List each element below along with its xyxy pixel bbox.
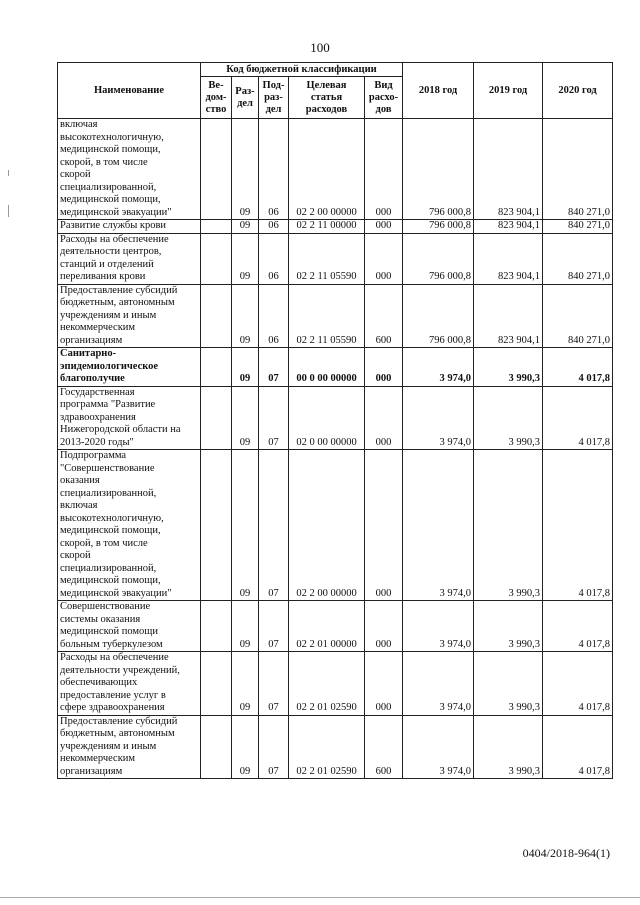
- table-row: [58, 450, 613, 601]
- cell-podrazdel: 07: [259, 652, 289, 716]
- cell-y2019: 823 904,1: [474, 220, 543, 234]
- cell-y2019: 3 990,3: [474, 601, 543, 652]
- cell-razdel: 09: [232, 284, 259, 348]
- cell-y2019: 823 904,1: [474, 284, 543, 348]
- scan-mark: [8, 170, 9, 176]
- cell-y2018: 3 974,0: [403, 601, 474, 652]
- cell-y2020: 840 271,0: [543, 233, 613, 284]
- table-body: [58, 119, 613, 779]
- cell-name: включая высокотехнологичную, медицинской помощи, скорой, в том числе скорой специализированной, медицинской помощи, медицинской эвакуации": [58, 119, 201, 220]
- header-razdel: Раз- дел: [232, 77, 259, 119]
- cell-csr: 02 2 01 00000: [289, 601, 365, 652]
- cell-y2020: 4 017,8: [543, 348, 613, 387]
- cell-podrazdel: 07: [259, 601, 289, 652]
- cell-vr: 000: [365, 652, 403, 716]
- cell-y2018: 3 974,0: [403, 652, 474, 716]
- cell-razdel: 09: [232, 233, 259, 284]
- cell-csr: 02 2 00 00000: [289, 450, 365, 601]
- scan-mark: [8, 205, 9, 217]
- table-row: [58, 284, 613, 348]
- header-csr: Целевая статья расходов: [289, 77, 365, 119]
- cell-vr: 000: [365, 601, 403, 652]
- table-row: [58, 715, 613, 779]
- document-code: 0404/2018-964(1): [522, 846, 610, 860]
- cell-podrazdel: 06: [259, 284, 289, 348]
- cell-ved: [201, 284, 232, 348]
- table-row: [58, 652, 613, 716]
- cell-y2018: 3 974,0: [403, 386, 474, 450]
- cell-csr: 02 2 11 05590: [289, 233, 365, 284]
- cell-y2018: 3 974,0: [403, 348, 474, 387]
- cell-podrazdel: 06: [259, 220, 289, 234]
- cell-name: Расходы на обеспечение деятельности учреждений, обеспечивающих предоставление услуг в сфере здравоохранения: [58, 652, 201, 716]
- cell-podrazdel: 07: [259, 715, 289, 779]
- cell-vr: 000: [365, 386, 403, 450]
- cell-y2020: 4 017,8: [543, 715, 613, 779]
- cell-razdel: 09: [232, 348, 259, 387]
- cell-csr: 02 2 01 02590: [289, 652, 365, 716]
- cell-vr: 600: [365, 715, 403, 779]
- cell-name: Расходы на обеспечение деятельности центров, станций и отделений переливания крови: [58, 233, 201, 284]
- cell-podrazdel: 07: [259, 450, 289, 601]
- cell-csr: 02 2 00 00000: [289, 119, 365, 220]
- scan-edge: [0, 897, 640, 898]
- cell-razdel: 09: [232, 715, 259, 779]
- cell-razdel: 09: [232, 601, 259, 652]
- cell-razdel: 09: [232, 220, 259, 234]
- header-ved: Ве- дом- ство: [201, 77, 232, 119]
- cell-name: Совершенствование системы оказания медицинской помощи больным туберкулезом: [58, 601, 201, 652]
- cell-csr: 02 2 11 05590: [289, 284, 365, 348]
- cell-y2018: 796 000,8: [403, 119, 474, 220]
- cell-y2018: 796 000,8: [403, 220, 474, 234]
- cell-y2020: 4 017,8: [543, 386, 613, 450]
- page-number: 100: [310, 40, 330, 55]
- header-2019: 2019 год: [474, 63, 543, 119]
- cell-y2019: 3 990,3: [474, 715, 543, 779]
- cell-y2020: 4 017,8: [543, 450, 613, 601]
- cell-vr: 000: [365, 233, 403, 284]
- header-podrazdel: Под- раз- дел: [259, 77, 289, 119]
- cell-csr: 00 0 00 00000: [289, 348, 365, 387]
- cell-y2019: 823 904,1: [474, 119, 543, 220]
- cell-ved: [201, 450, 232, 601]
- cell-name: Государственная программа "Развитие здравоохранения Нижегородской области на 2013-2020 годы": [58, 386, 201, 450]
- cell-y2019: 3 990,3: [474, 450, 543, 601]
- header-name: Наименование: [58, 63, 201, 119]
- cell-y2020: 4 017,8: [543, 601, 613, 652]
- header-2020: 2020 год: [543, 63, 613, 119]
- cell-ved: [201, 119, 232, 220]
- table-row: [58, 348, 613, 387]
- header-vr: Вид расхо- дов: [365, 77, 403, 119]
- cell-y2020: 4 017,8: [543, 652, 613, 716]
- table-row: [58, 386, 613, 450]
- cell-razdel: 09: [232, 652, 259, 716]
- cell-ved: [201, 652, 232, 716]
- cell-razdel: 09: [232, 450, 259, 601]
- cell-podrazdel: 07: [259, 386, 289, 450]
- cell-y2018: 3 974,0: [403, 450, 474, 601]
- cell-vr: 000: [365, 348, 403, 387]
- cell-vr: 000: [365, 220, 403, 234]
- cell-ved: [201, 233, 232, 284]
- cell-y2019: 3 990,3: [474, 652, 543, 716]
- header-2018: 2018 год: [403, 63, 474, 119]
- cell-y2020: 840 271,0: [543, 119, 613, 220]
- table-row: [58, 601, 613, 652]
- cell-csr: 02 2 01 02590: [289, 715, 365, 779]
- cell-y2019: 823 904,1: [474, 233, 543, 284]
- cell-name: Подпрограмма "Совершенствование оказания специализированной, включая высокотехнологичную, медицинской помощи, скорой, в том числе скорой специализированной, медицинской помощи, медицинской эвакуации": [58, 450, 201, 601]
- cell-y2018: 3 974,0: [403, 715, 474, 779]
- cell-razdel: 09: [232, 119, 259, 220]
- cell-name: Санитарно- эпидемиологическое благополучие: [58, 348, 201, 387]
- cell-ved: [201, 601, 232, 652]
- cell-y2020: 840 271,0: [543, 220, 613, 234]
- cell-ved: [201, 348, 232, 387]
- cell-razdel: 09: [232, 386, 259, 450]
- cell-y2018: 796 000,8: [403, 284, 474, 348]
- cell-y2019: 3 990,3: [474, 386, 543, 450]
- cell-y2020: 840 271,0: [543, 284, 613, 348]
- cell-ved: [201, 220, 232, 234]
- cell-podrazdel: 07: [259, 348, 289, 387]
- cell-name: Развитие службы крови: [58, 220, 201, 234]
- cell-name: Предоставление субсидий бюджетным, автономным учреждениям и иным некоммерческим организациям: [58, 284, 201, 348]
- cell-ved: [201, 715, 232, 779]
- budget-table: [57, 62, 613, 779]
- cell-vr: 600: [365, 284, 403, 348]
- table-row: [58, 220, 613, 234]
- cell-csr: 02 2 11 00000: [289, 220, 365, 234]
- table-row: [58, 119, 613, 220]
- cell-vr: 000: [365, 119, 403, 220]
- cell-y2018: 796 000,8: [403, 233, 474, 284]
- cell-vr: 000: [365, 450, 403, 601]
- header-budget-code: Код бюджетной классификации: [201, 63, 403, 77]
- cell-name: Предоставление субсидий бюджетным, автономным учреждениям и иным некоммерческим организациям: [58, 715, 201, 779]
- cell-csr: 02 0 00 00000: [289, 386, 365, 450]
- cell-podrazdel: 06: [259, 119, 289, 220]
- cell-ved: [201, 386, 232, 450]
- cell-podrazdel: 06: [259, 233, 289, 284]
- cell-y2019: 3 990,3: [474, 348, 543, 387]
- table-row: [58, 233, 613, 284]
